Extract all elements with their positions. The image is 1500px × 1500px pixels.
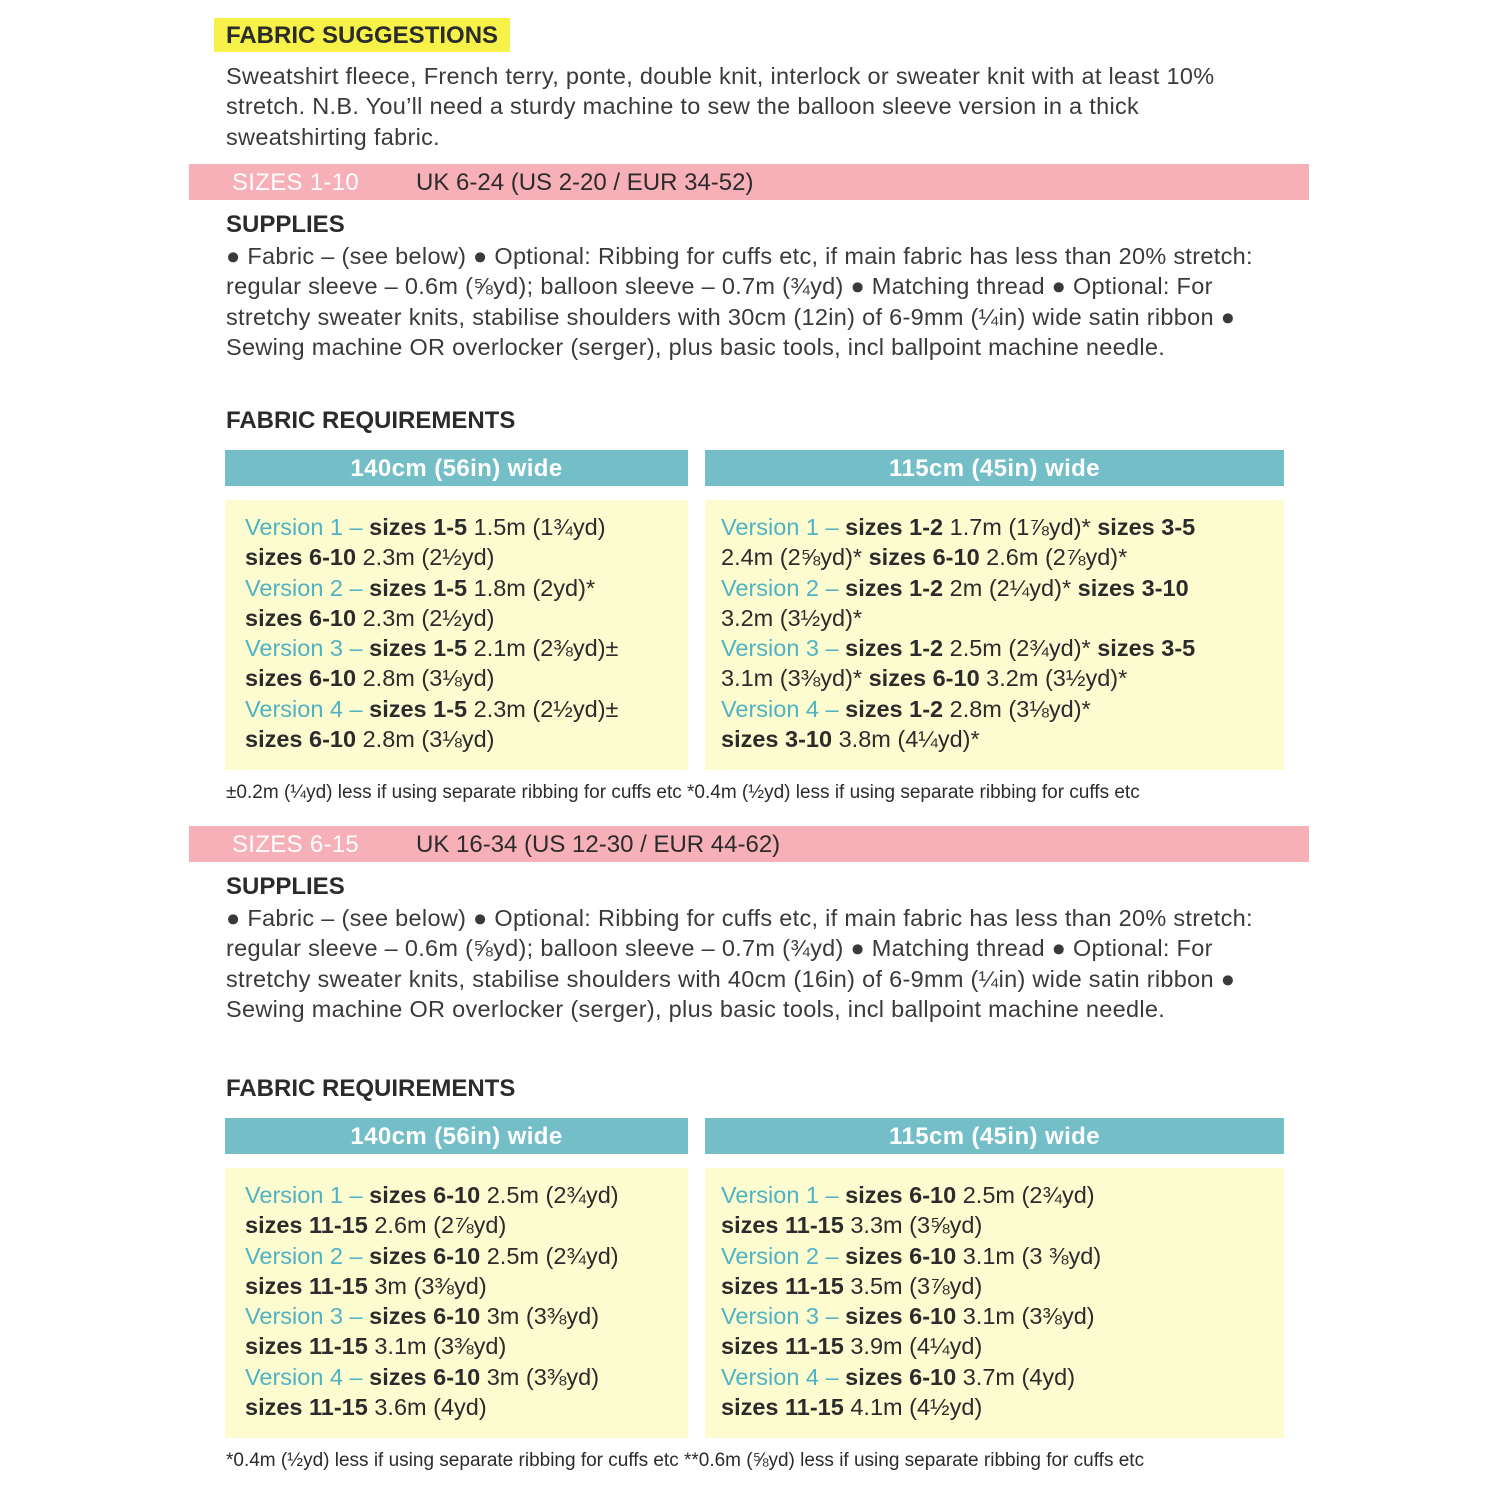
requirement-line — [721, 1392, 1284, 1422]
dash-separator: – — [342, 1363, 370, 1390]
fabric-amount: 2.8m (3⅛yd)* — [943, 695, 1091, 722]
dash-separator: – — [818, 1182, 846, 1208]
requirement-line — [245, 694, 688, 724]
fabric-amount: 2.5m (2¾yd) — [480, 1182, 619, 1208]
size-range: sizes 11-15 — [245, 1272, 368, 1299]
dash-separator: – — [818, 1242, 846, 1269]
size-range: sizes 6-10 — [245, 604, 357, 631]
requirement-line — [721, 1241, 1284, 1271]
requirement-line — [245, 542, 688, 572]
fabric-suggestions-text: Sweatshirt fleece, French terry, ponte, double knit, interlock or sweater knit with at least 10% stretch. N.B. You’ll need a sturdy machine to sew the balloon sleeve version in a thick sweatshirting fabric. — [226, 63, 1215, 150]
version-label: Version 2 — [245, 574, 343, 601]
requirement-line — [721, 1301, 1284, 1331]
requirements-box-140cm — [225, 500, 688, 770]
fabric-amount: 3.9m (4¼yd) — [843, 1333, 983, 1360]
version-label: Version 1 — [245, 514, 343, 540]
fabric-amount: 3.1m (3⅜yd) — [367, 1333, 507, 1360]
fabric-amount: 3.1m (3 ⅜yd) — [956, 1242, 1102, 1269]
size-range: sizes 1-2 — [845, 635, 944, 662]
requirement-line — [245, 1362, 688, 1392]
version-label: Version 2 — [721, 1242, 819, 1269]
column-header-140cm: 140cm (56in) wide — [225, 1118, 688, 1154]
version-label: Version 3 — [245, 1303, 343, 1330]
dash-separator: – — [818, 695, 846, 722]
size-range: sizes 6-10 — [845, 1182, 957, 1208]
fabric-amount: 3.5m (3⅞yd) — [843, 1272, 983, 1299]
dash-separator: – — [818, 574, 846, 601]
version-label: Version 2 — [721, 574, 819, 601]
size-range: sizes 11-15 — [721, 1394, 844, 1421]
version-label: Version 4 — [721, 1363, 819, 1390]
fabric-amount: 2.3m (2½yd)± — [467, 695, 619, 722]
requirement-line — [245, 1210, 688, 1240]
size-range: sizes 3-10 — [721, 726, 833, 753]
fabric-amount: 4.1m (4½yd) — [843, 1394, 983, 1421]
size-range: sizes 1-2 — [845, 514, 944, 540]
fabric-amount: 3.1m (3⅜yd)* — [721, 665, 869, 692]
footnote: ±0.2m (¼yd) less if using separate ribbing for cuffs etc *0.4m (½yd) less if using separate ribbing for cuffs etc — [226, 782, 1140, 803]
column-header-115cm: 115cm (45in) wide — [705, 1118, 1284, 1154]
requirements-box-115cm — [705, 500, 1284, 770]
size-range: sizes 3-5 — [1097, 514, 1196, 540]
fabric-amount: 3m (3⅜yd) — [480, 1303, 600, 1330]
size-range: sizes 3-5 — [1097, 635, 1196, 662]
fabric-amount: 2.3m (2½yd) — [356, 604, 495, 631]
requirement-line — [721, 633, 1284, 663]
fabric-suggestions-heading: FABRIC SUGGESTIONS — [214, 18, 510, 52]
version-label: Version 3 — [245, 635, 343, 662]
size-range: sizes 11-15 — [245, 1333, 368, 1360]
requirement-line — [721, 512, 1284, 542]
size-range: sizes 6-10 — [245, 726, 357, 753]
fabric-amount: 1.8m (2yd)* — [467, 574, 596, 601]
fabric-amount: 2.6m (2⅞yd)* — [979, 544, 1128, 571]
requirement-line — [245, 1301, 688, 1331]
column-header-140cm: 140cm (56in) wide — [225, 450, 688, 486]
fabric-amount: 3m (3⅜yd) — [480, 1363, 600, 1390]
fabric-amount: 3.7m (4yd) — [956, 1363, 1076, 1390]
fabric-requirements-heading: FABRIC REQUIREMENTS — [226, 407, 516, 434]
requirement-line — [721, 663, 1284, 693]
size-range: sizes 11-15 — [245, 1394, 368, 1421]
fabric-amount: 2.8m (3⅛yd) — [356, 665, 495, 692]
requirement-line — [721, 1331, 1284, 1361]
fabric-amount: 2.8m (3⅛yd) — [356, 726, 495, 753]
fabric-amount: 2.1m (2⅜yd)± — [467, 635, 619, 662]
fabric-amount: 3.1m (3⅜yd) — [956, 1303, 1095, 1330]
fabric-amount: 2.3m (2½yd) — [356, 544, 495, 571]
size-range: sizes 6-10 — [868, 665, 980, 692]
dash-separator: – — [818, 1363, 846, 1390]
sizes-label: SIZES 1-10 — [232, 169, 360, 196]
requirement-line — [721, 1180, 1284, 1210]
size-range: sizes 3-10 — [1077, 574, 1189, 601]
requirement-line — [245, 1241, 688, 1271]
dash-separator: – — [342, 635, 370, 662]
dash-separator: – — [342, 1182, 370, 1208]
fabric-amount: 3.2m (3½yd)* — [979, 665, 1128, 692]
size-band-2 — [189, 826, 1309, 862]
supplies-text: ● Fabric – (see below) ● Optional: Ribbing for cuffs etc, if main fabric has less than 20% stretch: regular sleeve – 0.6m (⅝yd); balloon sleeve – 0.7m (¾yd) ● Matching thread ● Optional: For stretchy sweater knits, stabilise shoulders with 40cm (16in) of 6-9mm (¼in) wide satin ribbon ● Sewing machine OR overlocker (serger), plus basic tools, incl ballpoint machine needle. — [226, 905, 1253, 1022]
requirement-line — [245, 724, 688, 754]
fabric-amount: 2.5m (2¾yd) — [956, 1182, 1095, 1208]
requirement-line — [721, 1210, 1284, 1240]
dash-separator: – — [818, 1303, 846, 1330]
requirement-line — [245, 1271, 688, 1301]
requirement-line — [721, 1271, 1284, 1301]
requirement-line — [721, 542, 1284, 572]
version-label: Version 4 — [245, 1363, 343, 1390]
dash-separator: – — [342, 1303, 370, 1330]
dash-separator: – — [342, 1242, 370, 1269]
size-range: sizes 11-15 — [721, 1272, 844, 1299]
size-range: sizes 11-15 — [245, 1212, 368, 1239]
size-range: sizes 1-5 — [369, 574, 468, 601]
fabric-amount: 3.2m (3½yd)* — [721, 604, 863, 631]
requirements-box-115cm — [705, 1168, 1284, 1438]
size-range: sizes 11-15 — [721, 1212, 844, 1239]
version-label: Version 4 — [245, 695, 343, 722]
dash-separator: – — [818, 635, 846, 662]
size-range: sizes 6-10 — [369, 1242, 481, 1269]
version-label: Version 4 — [721, 695, 819, 722]
size-range: sizes 6-10 — [369, 1182, 481, 1208]
requirement-line — [721, 573, 1284, 603]
fabric-amount: 2.4m (2⅝yd)* — [721, 544, 869, 571]
supplies-text: ● Fabric – (see below) ● Optional: Ribbing for cuffs etc, if main fabric has less than 20% stretch: regular sleeve – 0.6m (⅝yd); balloon sleeve – 0.7m (¾yd) ● Matching thread ● Optional: For stretchy sweater knits, stabilise shoulders with 30cm (12in) of 6-9mm (¼in) wide satin ribbon ● Sewing machine OR overlocker (serger), plus basic tools, incl ballpoint machine needle. — [226, 243, 1253, 360]
fabric-amount: 1.5m (1¾yd) — [467, 514, 606, 540]
fabric-amount: 3.8m (4¼yd)* — [832, 726, 980, 753]
requirement-line — [245, 1180, 688, 1210]
size-range: sizes 11-15 — [721, 1333, 844, 1360]
supplies-heading: SUPPLIES — [226, 873, 345, 900]
version-label: Version 1 — [721, 514, 819, 540]
fabric-amount: 2.5m (2¾yd)* — [943, 635, 1098, 662]
fabric-amount: 3.6m (4yd) — [367, 1394, 487, 1421]
requirement-line — [721, 694, 1284, 724]
size-range: sizes 6-10 — [245, 665, 357, 692]
size-range: sizes 6-10 — [845, 1303, 957, 1330]
version-label: Version 3 — [721, 635, 819, 662]
version-label: Version 1 — [245, 1182, 343, 1208]
uk-sizes-label: UK 6-24 (US 2-20 / EUR 34-52) — [416, 169, 754, 196]
size-range: sizes 6-10 — [868, 544, 980, 571]
uk-sizes-label: UK 16-34 (US 12-30 / EUR 44-62) — [416, 831, 781, 858]
requirement-line — [245, 633, 688, 663]
size-range: sizes 6-10 — [845, 1242, 957, 1269]
size-range: sizes 1-5 — [369, 695, 468, 722]
size-range: sizes 6-10 — [369, 1363, 481, 1390]
version-label: Version 3 — [721, 1303, 819, 1330]
fabric-amount: 2m (2¼yd)* — [943, 574, 1078, 601]
column-header-115cm: 115cm (45in) wide — [705, 450, 1284, 486]
fabric-requirements-heading: FABRIC REQUIREMENTS — [226, 1075, 516, 1102]
requirement-line — [721, 1362, 1284, 1392]
size-range: sizes 1-2 — [845, 574, 944, 601]
fabric-amount: 1.7m (1⅞yd)* — [943, 514, 1098, 540]
requirement-line — [245, 512, 688, 542]
requirement-line — [721, 603, 1284, 633]
fabric-amount: 2.5m (2¾yd) — [480, 1242, 619, 1269]
sizes-label: SIZES 6-15 — [232, 831, 360, 858]
dash-separator: – — [342, 574, 370, 601]
size-range: sizes 1-5 — [369, 514, 468, 540]
size-range: sizes 1-2 — [845, 695, 944, 722]
requirement-line — [245, 663, 688, 693]
version-label: Version 2 — [245, 1242, 343, 1269]
fabric-amount: 3m (3⅜yd) — [367, 1272, 487, 1299]
requirement-line — [721, 724, 1284, 754]
supplies-heading: SUPPLIES — [226, 211, 345, 238]
requirements-box-140cm — [225, 1168, 688, 1438]
requirement-line — [245, 1392, 688, 1422]
fabric-amount: 3.3m (3⅝yd) — [843, 1212, 983, 1239]
requirement-line — [245, 573, 688, 603]
dash-separator: – — [342, 695, 370, 722]
footnote: *0.4m (½yd) less if using separate ribbing for cuffs etc **0.6m (⅝yd) less if using separate ribbing for cuffs etc — [226, 1450, 1145, 1471]
size-band-1 — [189, 164, 1309, 200]
fabric-amount: 2.6m (2⅞yd) — [367, 1212, 507, 1239]
dash-separator: – — [342, 514, 370, 540]
size-range: sizes 6-10 — [245, 544, 357, 571]
size-range: sizes 6-10 — [369, 1303, 481, 1330]
version-label: Version 1 — [721, 1182, 819, 1208]
requirement-line — [245, 1331, 688, 1361]
size-range: sizes 6-10 — [845, 1363, 957, 1390]
requirement-line — [245, 603, 688, 633]
size-range: sizes 1-5 — [369, 635, 468, 662]
dash-separator: – — [818, 514, 846, 540]
